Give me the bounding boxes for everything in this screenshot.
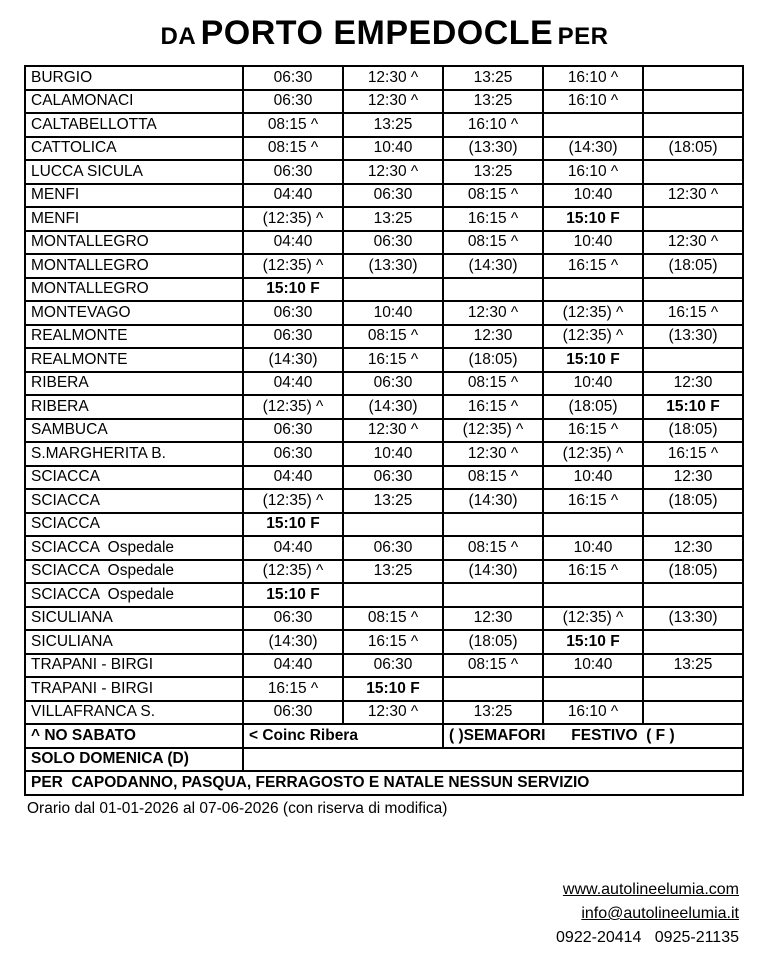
destination-cell: CALTABELLOTTA: [25, 113, 243, 137]
time-cell: 04:40: [243, 184, 343, 208]
title-prefix: DA: [160, 23, 197, 50]
destination-cell: VILLAFRANCA S.: [25, 701, 243, 725]
destination-cell: MONTALLEGRO: [25, 254, 243, 278]
table-row: [25, 90, 743, 114]
time-cell: (13:30): [643, 607, 743, 631]
time-cell: 12:30 ^: [343, 419, 443, 443]
time-cell: (12:35) ^: [443, 419, 543, 443]
time-cell: 13:25: [443, 66, 543, 90]
phone-numbers: 0922-20414 0925-21135: [556, 929, 739, 946]
table-row: [25, 466, 743, 490]
time-cell: [643, 583, 743, 607]
destination-cell: SCIACCA: [25, 489, 243, 513]
destination-cell: MONTALLEGRO: [25, 278, 243, 302]
time-cell: [643, 90, 743, 114]
time-cell: (12:35) ^: [243, 207, 343, 231]
time-cell: 08:15 ^: [243, 113, 343, 137]
time-cell: (18:05): [443, 630, 543, 654]
time-cell: 16:15 ^: [443, 395, 543, 419]
time-cell: 16:10 ^: [543, 160, 643, 184]
time-cell: 12:30: [443, 325, 543, 349]
time-cell: [343, 278, 443, 302]
time-cell: 06:30: [243, 66, 343, 90]
time-cell: 08:15 ^: [443, 231, 543, 255]
timetable-body: [25, 66, 743, 724]
table-row: [25, 654, 743, 678]
time-cell: 10:40: [543, 372, 643, 396]
time-cell: 15:10 F: [643, 395, 743, 419]
time-cell: 15:10 F: [543, 630, 643, 654]
time-cell: 16:15 ^: [243, 677, 343, 701]
time-cell: 13:25: [443, 160, 543, 184]
destination-cell: SCIACCA: [25, 466, 243, 490]
time-cell: 10:40: [543, 654, 643, 678]
time-cell: 15:10 F: [243, 513, 343, 537]
time-cell: [343, 583, 443, 607]
time-cell: [543, 513, 643, 537]
destination-cell: SCIACCA Ospedale: [25, 536, 243, 560]
table-row: [25, 325, 743, 349]
time-cell: (12:35) ^: [543, 325, 643, 349]
time-cell: 16:15 ^: [443, 207, 543, 231]
time-cell: 16:10 ^: [543, 701, 643, 725]
time-cell: (12:35) ^: [243, 254, 343, 278]
table-row: [25, 607, 743, 631]
time-cell: 10:40: [543, 466, 643, 490]
destination-cell: MENFI: [25, 207, 243, 231]
destination-cell: TRAPANI - BIRGI: [25, 677, 243, 701]
time-cell: 10:40: [343, 442, 443, 466]
time-cell: 04:40: [243, 466, 343, 490]
time-cell: 16:15 ^: [543, 560, 643, 584]
time-cell: [643, 66, 743, 90]
destination-cell: SCIACCA Ospedale: [25, 583, 243, 607]
time-cell: [643, 630, 743, 654]
destination-cell: S.MARGHERITA B.: [25, 442, 243, 466]
time-cell: [443, 583, 543, 607]
time-cell: (18:05): [443, 348, 543, 372]
time-cell: 10:40: [543, 536, 643, 560]
time-cell: (14:30): [243, 348, 343, 372]
destination-cell: SAMBUCA: [25, 419, 243, 443]
destination-cell: REALMONTE: [25, 348, 243, 372]
legend-empty-cell: [243, 748, 743, 772]
time-cell: [443, 278, 543, 302]
time-cell: 06:30: [243, 419, 343, 443]
time-cell: 06:30: [343, 231, 443, 255]
table-row: [25, 278, 743, 302]
time-cell: 12:30 ^: [643, 184, 743, 208]
time-cell: [643, 348, 743, 372]
time-cell: (14:30): [543, 137, 643, 161]
time-cell: 16:15 ^: [643, 442, 743, 466]
table-row: [25, 630, 743, 654]
time-cell: [443, 513, 543, 537]
table-row: [25, 560, 743, 584]
title-suffix: PER: [557, 23, 609, 50]
time-cell: 12:30 ^: [443, 301, 543, 325]
destination-cell: SICULIANA: [25, 630, 243, 654]
table-row: [25, 301, 743, 325]
time-cell: (14:30): [243, 630, 343, 654]
time-cell: (18:05): [643, 137, 743, 161]
time-cell: 04:40: [243, 654, 343, 678]
table-row: [25, 677, 743, 701]
time-cell: 12:30 ^: [343, 90, 443, 114]
destination-cell: MENFI: [25, 184, 243, 208]
table-row: [25, 113, 743, 137]
time-cell: [643, 278, 743, 302]
time-cell: [643, 701, 743, 725]
time-cell: 15:10 F: [343, 677, 443, 701]
time-cell: 04:40: [243, 372, 343, 396]
destination-cell: SCIACCA Ospedale: [25, 560, 243, 584]
time-cell: 08:15 ^: [443, 184, 543, 208]
time-cell: (18:05): [643, 560, 743, 584]
time-cell: 08:15 ^: [343, 607, 443, 631]
table-row: [25, 419, 743, 443]
time-cell: 06:30: [343, 536, 443, 560]
table-row: [25, 137, 743, 161]
time-cell: [643, 113, 743, 137]
time-cell: 16:10 ^: [443, 113, 543, 137]
time-cell: (12:35) ^: [243, 560, 343, 584]
time-cell: 12:30 ^: [343, 160, 443, 184]
time-cell: 08:15 ^: [243, 137, 343, 161]
title-main: PORTO EMPEDOCLE: [200, 14, 554, 52]
table-row: [25, 231, 743, 255]
time-cell: 12:30: [643, 536, 743, 560]
time-cell: [643, 677, 743, 701]
time-cell: 08:15 ^: [443, 536, 543, 560]
time-cell: 16:15 ^: [343, 630, 443, 654]
time-cell: 15:10 F: [243, 278, 343, 302]
table-row: [25, 701, 743, 725]
time-cell: [543, 677, 643, 701]
time-cell: 08:15 ^: [443, 466, 543, 490]
time-cell: (14:30): [443, 560, 543, 584]
time-cell: (14:30): [443, 254, 543, 278]
time-cell: 06:30: [243, 701, 343, 725]
destination-cell: MONTEVAGO: [25, 301, 243, 325]
time-cell: 12:30: [443, 607, 543, 631]
legend-semafori-festivo: ( )SEMAFORI FESTIVO ( F ): [443, 724, 743, 748]
time-cell: (12:35) ^: [543, 607, 643, 631]
time-cell: (18:05): [643, 254, 743, 278]
time-cell: (12:35) ^: [543, 301, 643, 325]
table-row: [25, 513, 743, 537]
time-cell: (18:05): [543, 395, 643, 419]
legend-row-1: [25, 724, 743, 748]
time-cell: 15:10 F: [243, 583, 343, 607]
destination-cell: SICULIANA: [25, 607, 243, 631]
time-cell: 06:30: [343, 184, 443, 208]
time-cell: 06:30: [343, 466, 443, 490]
table-row: [25, 207, 743, 231]
table-row: [25, 536, 743, 560]
time-cell: (13:30): [643, 325, 743, 349]
destination-cell: BURGIO: [25, 66, 243, 90]
time-cell: 10:40: [343, 137, 443, 161]
legend-no-sabato: ^ NO SABATO: [25, 724, 243, 748]
legend-solo-domenica: SOLO DOMENICA (D): [25, 748, 243, 772]
time-cell: 13:25: [343, 560, 443, 584]
time-cell: 10:40: [543, 184, 643, 208]
time-cell: 04:40: [243, 231, 343, 255]
table-row: [25, 442, 743, 466]
destination-cell: REALMONTE: [25, 325, 243, 349]
legend-rows: [25, 724, 743, 795]
time-cell: 13:25: [643, 654, 743, 678]
time-cell: 16:15 ^: [543, 419, 643, 443]
time-cell: (13:30): [443, 137, 543, 161]
time-cell: 13:25: [343, 489, 443, 513]
time-cell: 13:25: [443, 90, 543, 114]
time-cell: (13:30): [343, 254, 443, 278]
destination-cell: CALAMONACI: [25, 90, 243, 114]
legend-coinc-ribera: < Coinc Ribera: [243, 724, 443, 748]
time-cell: 10:40: [343, 301, 443, 325]
table-row: [25, 348, 743, 372]
time-cell: 08:15 ^: [343, 325, 443, 349]
table-row: [25, 583, 743, 607]
website-link[interactable]: www.autolineelumia.com: [562, 881, 739, 898]
time-cell: 06:30: [243, 90, 343, 114]
time-cell: 13:25: [443, 701, 543, 725]
time-cell: [443, 677, 543, 701]
legend-row-3: [25, 771, 743, 795]
email-link[interactable]: info@autolineelumia.it: [581, 905, 739, 922]
time-cell: [543, 583, 643, 607]
destination-cell: LUCCA SICULA: [25, 160, 243, 184]
time-cell: 16:10 ^: [543, 90, 643, 114]
time-cell: 13:25: [343, 113, 443, 137]
time-cell: 08:15 ^: [443, 654, 543, 678]
table-row: [25, 395, 743, 419]
table-row: [25, 160, 743, 184]
time-cell: 16:15 ^: [343, 348, 443, 372]
time-cell: 13:25: [343, 207, 443, 231]
time-cell: 06:30: [243, 160, 343, 184]
time-cell: 06:30: [243, 607, 343, 631]
legend-row-2: [25, 748, 743, 772]
time-cell: [543, 113, 643, 137]
time-cell: (12:35) ^: [543, 442, 643, 466]
table-row: [25, 254, 743, 278]
time-cell: (18:05): [643, 489, 743, 513]
time-cell: [643, 207, 743, 231]
time-cell: 16:10 ^: [543, 66, 643, 90]
time-cell: 06:30: [343, 372, 443, 396]
table-row: [25, 66, 743, 90]
time-cell: 08:15 ^: [443, 372, 543, 396]
time-cell: [643, 513, 743, 537]
time-cell: 06:30: [243, 325, 343, 349]
table-row: [25, 372, 743, 396]
time-cell: 15:10 F: [543, 348, 643, 372]
time-cell: [543, 278, 643, 302]
time-cell: 12:30 ^: [343, 66, 443, 90]
time-cell: 12:30: [643, 372, 743, 396]
time-cell: [343, 513, 443, 537]
time-cell: (14:30): [343, 395, 443, 419]
time-cell: 16:15 ^: [643, 301, 743, 325]
time-cell: 06:30: [343, 654, 443, 678]
time-cell: [643, 160, 743, 184]
time-cell: (18:05): [643, 419, 743, 443]
table-row: [25, 184, 743, 208]
time-cell: 10:40: [543, 231, 643, 255]
destination-cell: SCIACCA: [25, 513, 243, 537]
holidays-notice: PER CAPODANNO, PASQUA, FERRAGOSTO E NATALE NESSUN SERVIZIO: [25, 771, 743, 795]
time-cell: 12:30 ^: [643, 231, 743, 255]
departure-timetable: [24, 65, 744, 796]
time-cell: 16:15 ^: [543, 489, 643, 513]
destination-cell: MONTALLEGRO: [25, 231, 243, 255]
destination-cell: TRAPANI - BIRGI: [25, 654, 243, 678]
time-cell: (12:35) ^: [243, 395, 343, 419]
time-cell: 15:10 F: [543, 207, 643, 231]
time-cell: 06:30: [243, 442, 343, 466]
time-cell: 12:30 ^: [443, 442, 543, 466]
validity-period: Orario dal 01-01-2026 al 07-06-2026 (con riserva di modifica): [27, 799, 448, 817]
destination-cell: CATTOLICA: [25, 137, 243, 161]
time-cell: (12:35) ^: [243, 489, 343, 513]
time-cell: 06:30: [243, 301, 343, 325]
page-title: [0, 0, 769, 60]
time-cell: 12:30: [643, 466, 743, 490]
contact-footer: [556, 878, 739, 950]
destination-cell: RIBERA: [25, 395, 243, 419]
destination-cell: RIBERA: [25, 372, 243, 396]
time-cell: 04:40: [243, 536, 343, 560]
time-cell: 16:15 ^: [543, 254, 643, 278]
table-row: [25, 489, 743, 513]
time-cell: 12:30 ^: [343, 701, 443, 725]
time-cell: (14:30): [443, 489, 543, 513]
